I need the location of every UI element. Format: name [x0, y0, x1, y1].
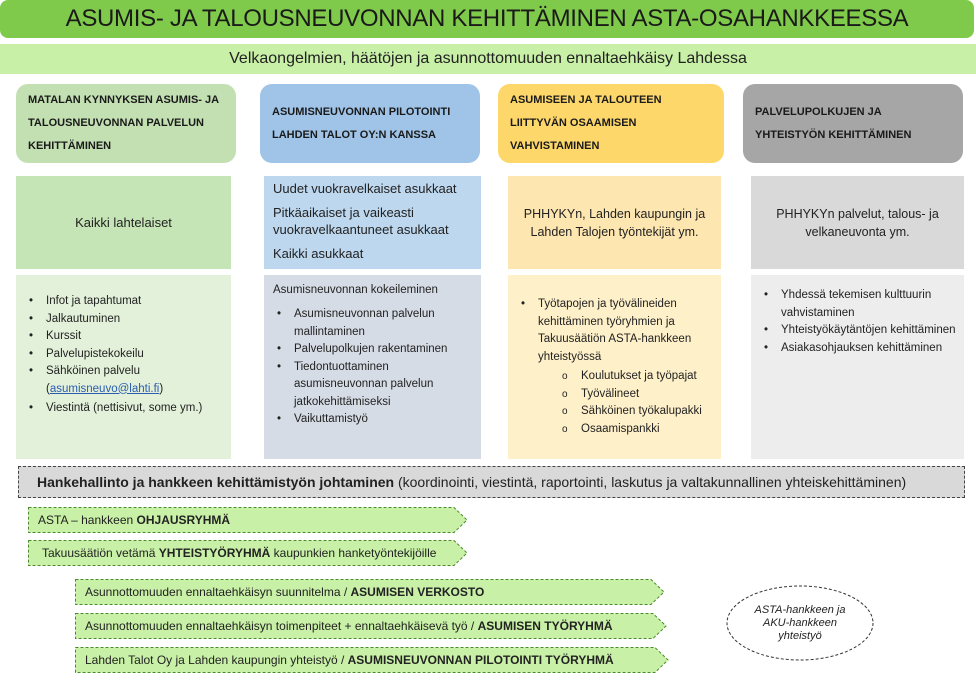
list-item: • Palvelupolkujen rakentaminen: [264, 341, 481, 359]
sub-list-item: o Työvälineet: [538, 386, 721, 404]
page-subtitle: Velkaongelmien, häätöjen ja asunnottomuuden ennaltaehkäisy Lahdessa: [0, 44, 976, 74]
group-arrow-pilot-workgroup: Lahden Talot Oy ja Lahden kaupungin yhteistyö / ASUMISNEUVONNAN PILOTOINTI TYÖRYHMÄ: [75, 647, 669, 673]
cooperation-ellipse: [726, 585, 874, 661]
management-bar: Hankehallinto ja hankkeen kehittämistyön johtaminen (koordinointi, viestintä, raportointi, laskutus ja valtakunnallinen yhteiskehittäminen): [18, 466, 965, 498]
list-item: • Yhdessä tekemisen kulttuurin vahvistaminen: [751, 287, 964, 322]
list-item: • Työtapojen ja työvälineiden kehittäminen työryhmien ja Takuusäätiön ASTA-hankkeen yhteistyössä o Koulutukset ja työpajat o Työvälineet o Sähköinen työkalupakki o Osaamispankki: [508, 296, 721, 438]
list-item: • Sähköinen palvelu (asumisneuvo@lahti.fi): [16, 363, 231, 398]
col4-activities: [751, 275, 964, 459]
col2-header: ASUMISNEUVONNAN PILOTOINTI LAHDEN TALOT OY:N KANSSA: [260, 84, 480, 163]
list-item: • Infot ja tapahtumat: [16, 293, 231, 311]
col1-activities: [16, 275, 231, 459]
col4-target: PHHYKYn palvelut, talous- ja velkaneuvonta ym.: [751, 176, 964, 269]
group-arrow-cooperation: Takuusäätiön vetämä YHTEISTYÖRYHMÄ kaupunkien hanketyöntekijöille: [28, 540, 468, 566]
list-item: • Asumisneuvonnan palvelun mallintaminen: [264, 306, 481, 341]
sub-list-item: o Sähköinen työkalupakki: [538, 403, 721, 421]
col2-activities: [264, 275, 481, 459]
list-item: • Jalkautuminen: [16, 311, 231, 329]
group-arrow-housing-workgroup: Asunnottomuuden ennaltaehkäisyn toimenpiteet + ennaltaehkäisevä työ / ASUMISEN TYÖRYHMÄ: [75, 613, 667, 639]
col3-activities: [508, 275, 721, 459]
col2-target-2: Pitkäaikaiset ja vaikeasti vuokravelkaantuneet asukkaat: [273, 205, 449, 237]
col2-target-3: Kaikki asukkaat: [273, 246, 364, 261]
list-item: • Vaikuttamistyö: [264, 411, 481, 429]
list-item: • Tiedontuottaminen asumisneuvonnan palvelun jatkokehittämiseksi: [264, 359, 481, 412]
group-arrow-steering: ASTA – hankkeen OHJAUSRYHMÄ: [28, 507, 468, 533]
col1-target: Kaikki lahtelaiset: [16, 176, 231, 269]
list-item: • Palvelupistekokeilu: [16, 346, 231, 364]
col2-targets: [264, 176, 481, 269]
col3-header: ASUMISEEN JA TALOUTEEN LIITTYVÄN OSAAMISEN VAHVISTAMINEN: [498, 84, 724, 163]
col1-header: MATALAN KYNNYKSEN ASUMIS- JA TALOUSNEUVONNAN PALVELUN KEHITTÄMINEN: [16, 84, 236, 163]
sub-list-item: o Osaamispankki: [538, 421, 721, 439]
list-item: • Yhteistyökäytäntöjen kehittäminen: [751, 322, 964, 340]
col3-target: PHHYKYn, Lahden kaupungin ja Lahden Talojen työntekijät ym.: [508, 176, 721, 269]
col4-header: PALVELUPOLKUJEN JA YHTEISTYÖN KEHITTÄMINEN: [743, 84, 963, 163]
cooperation-note: ASTA-hankkeen ja AKU-hankkeen yhteistyö: [754, 603, 846, 642]
col2-target-1: Uudet vuokravelkaiset asukkaat: [273, 181, 457, 196]
list-item: • Viestintä (nettisivut, some ym.): [16, 400, 231, 418]
group-arrow-housing-network: Asunnottomuuden ennaltaehkäisyn suunnitelma / ASUMISEN VERKOSTO: [75, 579, 665, 605]
col2-intro: Asumisneuvonnan kokeileminen: [273, 284, 438, 296]
page-title: ASUMIS- JA TALOUSNEUVONNAN KEHITTÄMINEN ASTA-OSAHANKKEESSA: [0, 0, 974, 38]
email-link[interactable]: asumisneuvo@lahti.fi: [49, 382, 160, 395]
sub-list-item: o Koulutukset ja työpajat: [538, 368, 721, 386]
list-item: • Asiakasohjauksen kehittäminen: [751, 340, 964, 358]
list-item: • Kurssit: [16, 328, 231, 346]
